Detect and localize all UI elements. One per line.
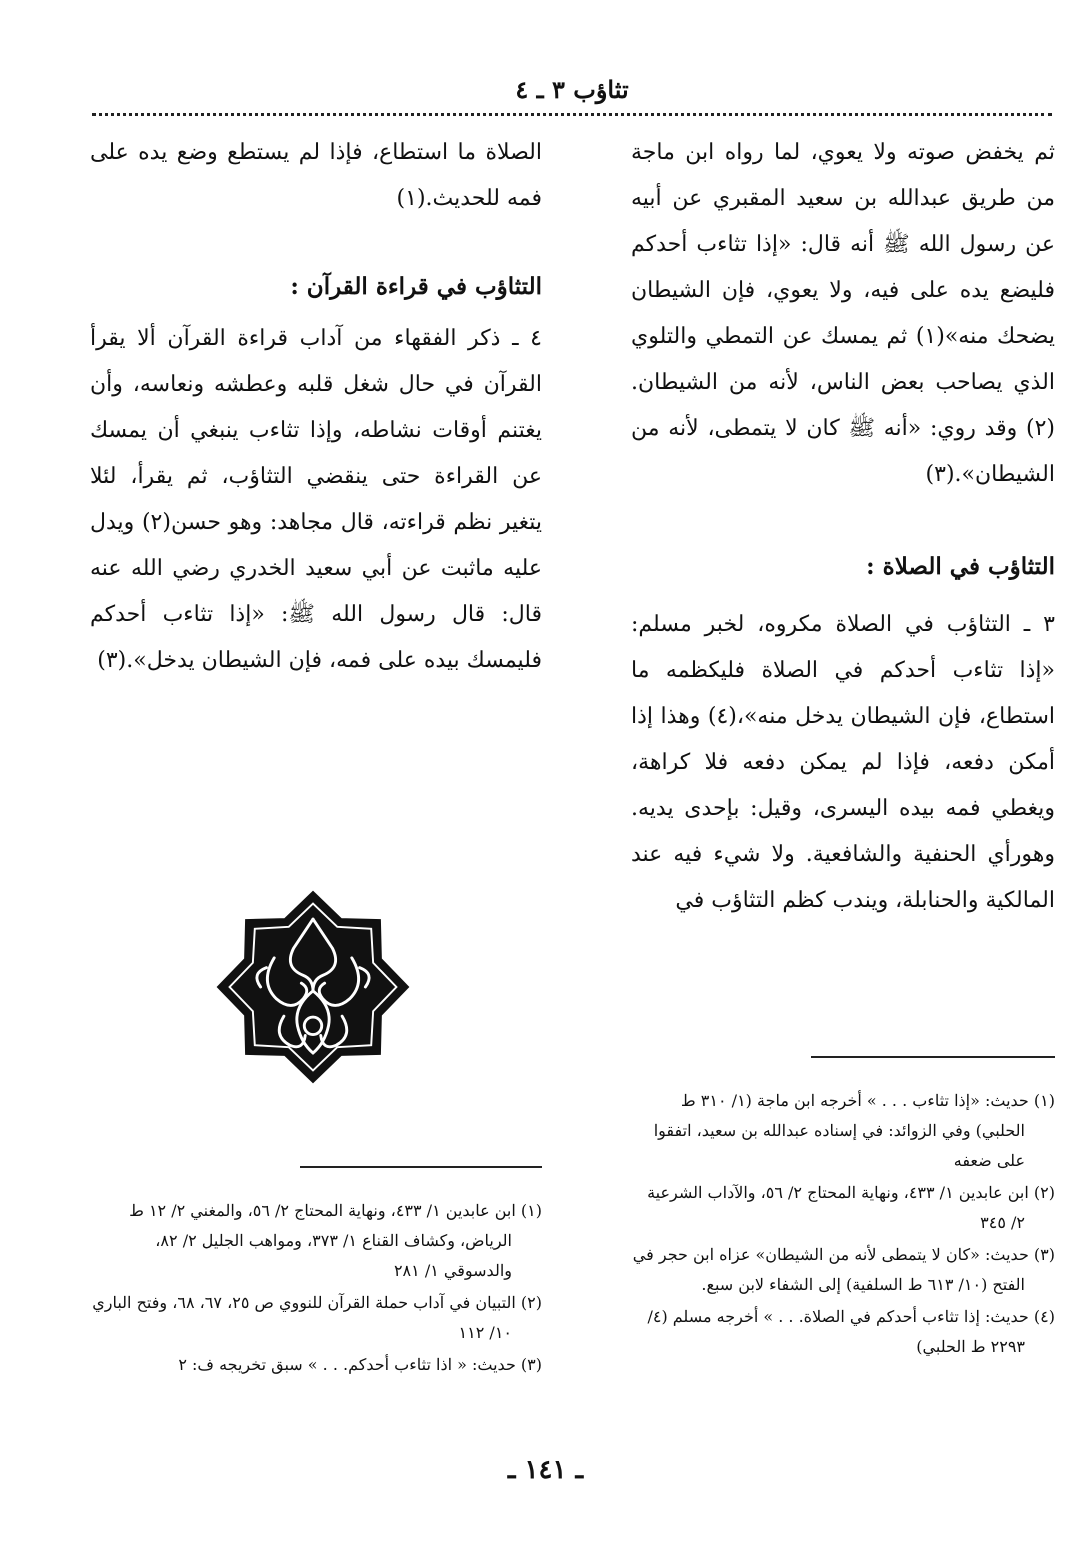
footnote: (٢) ابن عابدين ١/ ٤٣٣، ونهاية المحتاج ٢/ ٥٦، والآداب الشرعية ٢/ ٣٤٥ bbox=[647, 1183, 1055, 1232]
left-column bbox=[90, 130, 542, 684]
left-paragraph-1: الصلاة ما استطاع، فإذا لم يستطع وضع يده على فمه للحديث.(١) bbox=[90, 140, 542, 211]
spacer bbox=[90, 222, 542, 264]
footnote: (٣) حديث: «كان لا يتمطى لأنه من الشيطان» عزاه ابن حجر في الفتح (١٠/ ٦١٣ ط السلفية) إلى الشفاء لابن سبع. bbox=[632, 1245, 1055, 1294]
footnote-separator-right bbox=[811, 1056, 1055, 1058]
page-number: ـ ١٤١ ـ bbox=[507, 1455, 584, 1485]
footnote: (٤) حديث: إذا تثاءب أحدكم في الصلاة. . . » أخرجه مسلم (٤/ ٢٢٩٣ ط الحلبي) bbox=[647, 1307, 1055, 1356]
footnote: (١) ابن عابدين ١/ ٤٣٣، ونهاية المحتاج ٢/ ٥٦، والمغني ٢/ ١٢ ط الرياض، وكشاف القناع ١/ ٣٧٣، ومواهب الجليل ٢/ ٨٢، والدسوقي ١/ ٢٨١ bbox=[129, 1201, 542, 1280]
left-paragraph-2: ٤ ـ ذكر الفقهاء من آداب قراءة القرآن ألا يقرأ القرآن في حال شغل قلبه وعطشه ونعاسه، وأن يغتنم أوقات نشاطه، وإذا تثاءب ينبغي أن يمسك عن القراءة حتى ينقضي التثاؤب، ثم يقرأ، لئلا يتغير نظم قراءته، قال مجاهد: وهو حسن(٢) ويدل عليه ماثبت عن أبي سعيد الخدري رضي الله عنه قال: قال رسول الله ﷺ: «إذا تثاءب أحدكم فليمسك بيده على فمه، فإن الشيطان يدخل».(٣) bbox=[90, 326, 543, 673]
section-heading-quran: التثاؤب في قراءة القرآن : bbox=[290, 273, 542, 300]
footnotes-left bbox=[90, 1196, 542, 1382]
footnote: (٣) حديث: « اذا تثاءب أحدكم. . . » سبق تخريجه ف: ٢ bbox=[178, 1355, 542, 1374]
right-paragraph-2: ٣ ـ التثاؤب في الصلاة مكروه، لخبر مسلم: «إذا تثاءب أحدكم في الصلاة فليكظمه ما استطاع، فإن الشيطان يدخل منه»،(٤) وهذا إذا أمكن دفعه، فإذا لم يمكن دفعه فلا كراهة، ويغطي فمه بيده اليسرى، وقيل: بإحدى يديه. وهورأي الحنفية والشافعية. ولا شيء فيه عند المالكية والحنابلة، ويندب كظم التثاؤب في bbox=[631, 612, 1055, 913]
header-dotted-rule bbox=[92, 113, 1052, 116]
right-paragraph-1: ثم يخفض صوته ولا يعوي، لما رواه ابن ماجة من طريق عبدالله بن سعيد المقبري عن أبيه عن رسول الله ﷺ أنه قال: «إذا تثاءب أحدكم فليضع يده على فيه، ولا يعوي، فإن الشيطان يضحك منه»(١) ثم يمسك عن التمطي والتلوي الذي يصاحب بعض الناس، لأنه من الشيطان.(٢) وقد روي: «أنه ﷺ كان لا يتمطى، لأنه من الشيطان».(٣) bbox=[631, 140, 1055, 487]
footnote-separator-left bbox=[300, 1166, 542, 1168]
spacer bbox=[631, 498, 1055, 544]
footnote: (٢) التبيان في آداب حملة القرآن للنووي ص ٢٥، ٦٧، ٦٨، وفتح الباري ١٠/ ١١٢ bbox=[92, 1293, 542, 1342]
page-header-title: تثاؤب ٣ ـ ٤ bbox=[515, 75, 629, 104]
right-column bbox=[631, 130, 1055, 924]
spacer bbox=[631, 590, 1055, 602]
section-heading-prayer: التثاؤب في الصلاة : bbox=[866, 553, 1055, 580]
footnote: (١) حديث: «إذا تثاءب . . . » أخرجه ابن ماجة (١/ ٣١٠ ط الحلبي) وفي الزوائد: في إسناده عبدالله بن سعيد، اتفقوا على ضعفه bbox=[653, 1091, 1055, 1170]
footnotes-right bbox=[631, 1086, 1055, 1364]
ornament-icon bbox=[216, 890, 410, 1084]
